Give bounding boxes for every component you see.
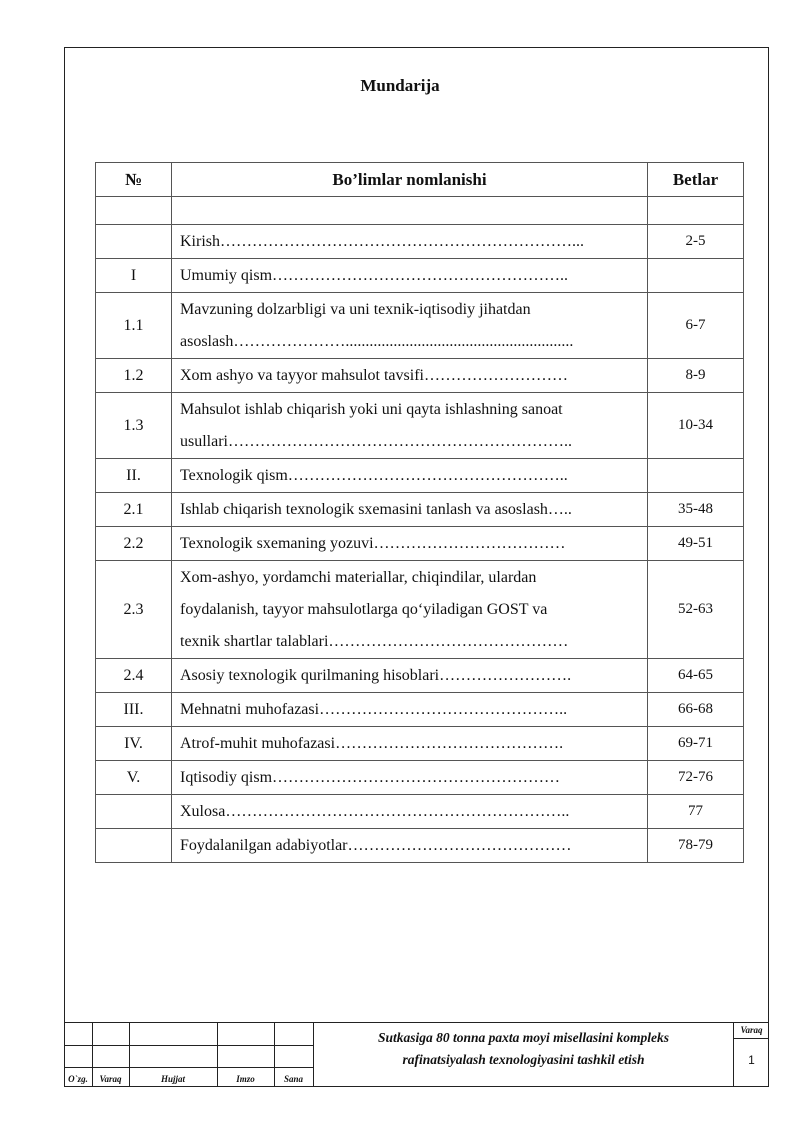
table-row (96, 259, 744, 293)
section-name-line: Ishlab chiqarish texnologik sxemasini tanlash va asoslash….. (180, 500, 572, 518)
row-section-name (172, 795, 648, 829)
stamp-grid (64, 1022, 313, 1087)
row-pages: 72-76 (648, 761, 744, 795)
row-pages: 52-63 (648, 561, 744, 659)
header-section: Bo’limlar nomlanishi (172, 163, 648, 197)
row-section-name (172, 561, 648, 659)
section-name-line: foydalanish, tayyor mahsulotlarga qo‘yiladigan GOST va (180, 600, 548, 618)
table-row (96, 659, 744, 693)
row-section-name (172, 225, 648, 259)
table-row (96, 527, 744, 561)
row-section-name (172, 829, 648, 863)
table-row (96, 293, 744, 359)
row-pages (648, 459, 744, 493)
row-pages: 66-68 (648, 693, 744, 727)
table-body (96, 197, 744, 863)
document-title-line-2: rafinatsiyalash texnologiyasini tashkil etish (402, 1052, 645, 1067)
section-name-line: Iqtisodiy qism……………………………………………… (180, 768, 561, 786)
row-number (96, 829, 172, 863)
section-name-line: Xom ashyo va tayyor mahsulot tavsifi……………………… (180, 366, 568, 384)
header-number: № (96, 163, 172, 197)
row-number: III. (96, 693, 172, 727)
contents-table (95, 162, 744, 863)
stamp-sheet-box (733, 1022, 769, 1087)
row-pages: 64-65 (648, 659, 744, 693)
section-name-line: Atrof-muhit muhofazasi……………………………………. (180, 734, 564, 752)
row-section-name (172, 761, 648, 795)
row-pages: 77 (648, 795, 744, 829)
row-number: 1.2 (96, 359, 172, 393)
table-row (96, 693, 744, 727)
section-name-line: usullari……………………………………………………….. (180, 432, 572, 450)
row-section-name (172, 727, 648, 761)
row-pages: 6-7 (648, 293, 744, 359)
row-pages: 69-71 (648, 727, 744, 761)
row-section-name (172, 693, 648, 727)
row-section-name (172, 393, 648, 459)
section-name-line: Xom-ashyo, yordamchi materiallar, chiqindilar, ulardan (180, 568, 537, 586)
row-number: 1.1 (96, 293, 172, 359)
page-title: Mundarija (360, 76, 440, 95)
table-row (96, 727, 744, 761)
row-number (96, 795, 172, 829)
row-number: 1.3 (96, 393, 172, 459)
stamp-divider (64, 1045, 313, 1046)
stamp-divider (64, 1067, 313, 1068)
table-row (96, 459, 744, 493)
sheet-divider (734, 1038, 769, 1039)
table-row (96, 795, 744, 829)
stamp-label-date: Sana (283, 1074, 303, 1084)
section-name-line: Mahsulot ishlab chiqarish yoki uni qayta ishlashning sanoat (180, 400, 563, 418)
section-name-line: Mavzuning dolzarbligi va uni texnik-iqtisodiy jihatdan (180, 300, 531, 318)
row-number: 2.1 (96, 493, 172, 527)
table-row (96, 561, 744, 659)
table-row (96, 829, 744, 863)
section-name-line: Texnologik sxemaning yozuvi……………………………… (180, 534, 566, 552)
row-pages: 10-34 (648, 393, 744, 459)
row-number (96, 225, 172, 259)
section-name-line: Kirish…………………………………………………………... (180, 232, 584, 250)
row-section-name (172, 459, 648, 493)
stamp-document-title (313, 1022, 733, 1087)
section-name-line: Umumiy qism……………………………………………….. (180, 266, 569, 284)
section-name-line: Texnologik qism…………………………………………….. (180, 466, 568, 484)
row-number: 2.2 (96, 527, 172, 561)
stamp-label-signature: Imzo (236, 1074, 255, 1084)
table-header-row (96, 163, 744, 197)
row-section-name (172, 259, 648, 293)
row-number: II. (96, 459, 172, 493)
row-pages (648, 259, 744, 293)
section-name-line: asoslash…………………......................................................... (180, 332, 574, 350)
section-name-line: Xulosa……………………………………………………….. (180, 802, 570, 820)
section-name-line: Mehnatni muhofazasi……………………………………….. (180, 700, 568, 718)
stamp-label-document: Hujjat (160, 1074, 185, 1084)
stamp-label-changes: O`zg. (68, 1074, 88, 1084)
sheet-number: 1 (748, 1053, 755, 1067)
row-section-name (172, 527, 648, 561)
stamp-label-sheet: Varaq (99, 1074, 122, 1084)
document-title-line-1: Sutkasiga 80 tonna paxta moyi misellasini kompleks (377, 1030, 670, 1045)
row-pages: 35-48 (648, 493, 744, 527)
header-pages: Betlar (648, 163, 744, 197)
row-pages: 49-51 (648, 527, 744, 561)
section-name-line: texnik shartlar talablari……………………………………… (180, 632, 569, 650)
table-row (96, 493, 744, 527)
table-row (96, 359, 744, 393)
row-pages (648, 197, 744, 225)
row-number: V. (96, 761, 172, 795)
table-row (96, 197, 744, 225)
row-pages: 78-79 (648, 829, 744, 863)
row-pages: 8-9 (648, 359, 744, 393)
row-section-name (172, 359, 648, 393)
row-section-name (172, 493, 648, 527)
row-number (96, 197, 172, 225)
row-section-name (172, 659, 648, 693)
section-name-line: Asosiy texnologik qurilmaning hisoblari……………………. (180, 666, 572, 684)
table-row (96, 225, 744, 259)
row-number: I (96, 259, 172, 293)
row-pages: 2-5 (648, 225, 744, 259)
row-number: 2.4 (96, 659, 172, 693)
row-section-name (172, 293, 648, 359)
row-number: 2.3 (96, 561, 172, 659)
sheet-label: Varaq (740, 1025, 763, 1035)
row-number: IV. (96, 727, 172, 761)
row-section-name (172, 197, 648, 225)
section-name-line: Foydalanilgan adabiyotlar…………………………………… (180, 836, 572, 854)
title-block-stamp (64, 1022, 769, 1087)
table-row (96, 393, 744, 459)
table-row (96, 761, 744, 795)
